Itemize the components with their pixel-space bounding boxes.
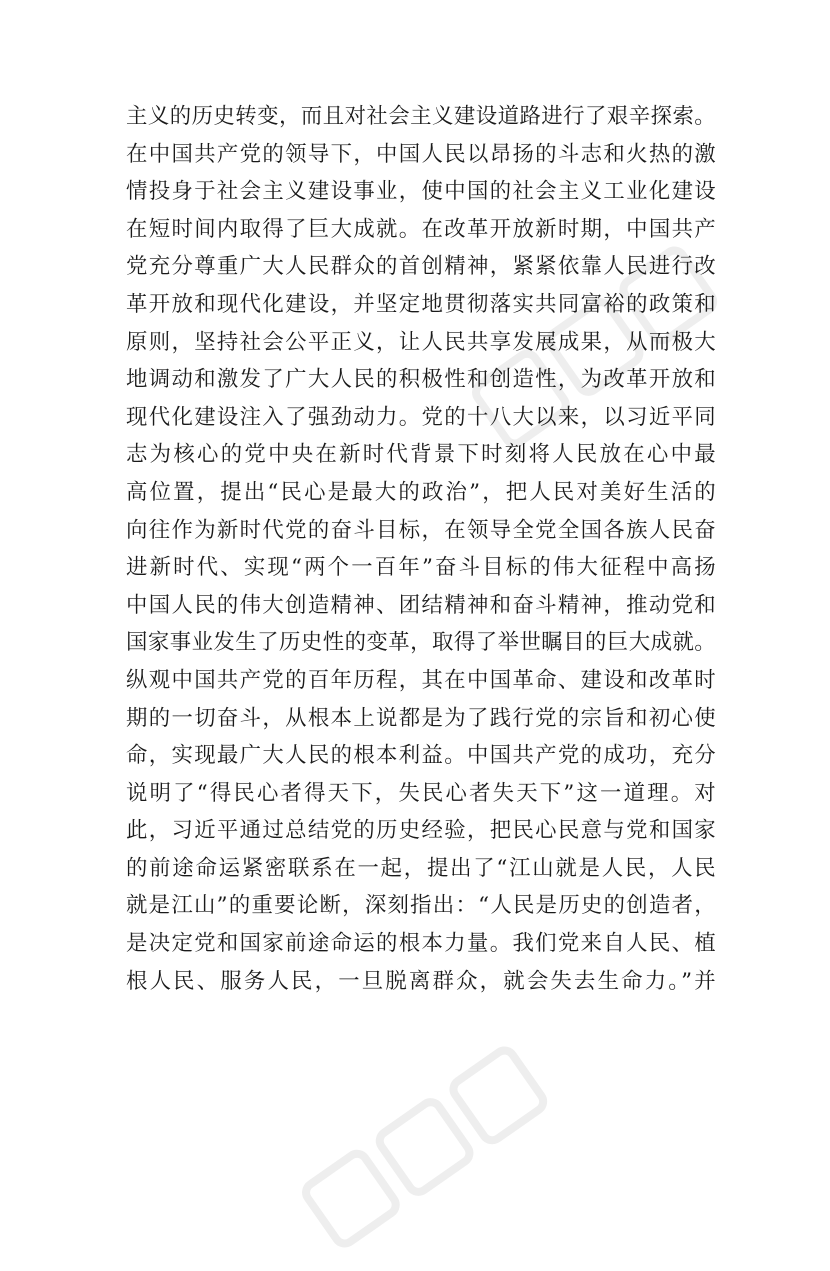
text-line: 就是江山”的重要论断，深刻指出：“人民是历史的创造者，	[126, 893, 716, 919]
text-line: 命，实现最广大人民的根本利益。中国共产党的成功，充分	[126, 743, 716, 769]
text-line: 向往作为新时代党的奋斗目标，在领导全党全国各族人民奋	[126, 517, 716, 543]
text-line: 主义的历史转变，而且对社会主义建设道路进行了艰辛探索。	[126, 104, 716, 129]
text-line: 现代化建设注入了强劲动力。党的十八大以来，以习近平同	[126, 404, 716, 430]
text-line: 的前途命运紧密联系在一起，提出了“江山就是人民，人民	[126, 855, 716, 881]
text-line: 党充分尊重广大人民群众的首创精神，紧紧依靠人民进行改	[126, 254, 716, 280]
text-line: 是决定党和国家前途命运的根本力量。我们党来自人民、植	[126, 931, 716, 957]
text-line: 高位置，提出“民心是最大的政治”，把人民对美好生活的	[126, 479, 716, 505]
text-line: 志为核心的党中央在新时代背景下时刻将人民放在心中最	[126, 442, 716, 468]
text-line: 此，习近平通过总结党的历史经验，把民心民意与党和国家	[126, 818, 716, 844]
text-line: 说明了“得民心者得天下，失民心者失天下”这一道理。对	[126, 780, 716, 806]
text-line: 革开放和现代化建设，并坚定地贯彻落实共同富裕的政策和	[126, 291, 716, 317]
text-line: 在短时间内取得了巨大成就。在改革开放新时期，中国共产	[126, 216, 716, 242]
text-line: 原则，坚持社会公平正义，让人民共享发展成果，从而极大	[126, 329, 716, 355]
text-line: 进新时代、实现“两个一百年”奋斗目标的伟大征程中高扬	[126, 555, 716, 581]
watermark-logo-bottom	[293, 1035, 567, 1271]
text-line: 地调动和激发了广大人民的积极性和创造性，为改革开放和	[126, 367, 716, 393]
body-text	[126, 98, 716, 1000]
text-line: 中国人民的伟大创造精神、团结精神和奋斗精神，推动党和	[126, 592, 716, 618]
text-line: 在中国共产党的领导下，中国人民以昂扬的斗志和火热的激	[126, 141, 716, 167]
text-line: 国家事业发生了历史性的变革，取得了举世瞩目的巨大成就。	[126, 630, 716, 656]
watermark-graphic-bottom	[293, 1035, 558, 1258]
text-line: 纵观中国共产党的百年历程，其在中国革命、建设和改革时	[126, 667, 716, 693]
text-line: 情投身于社会主义建设事业，使中国的社会主义工业化建设	[126, 179, 716, 205]
text-line: 根人民、服务人民，一旦脱离群众，就会失去生命力。”并	[126, 968, 716, 994]
text-line: 期的一切奋斗，从根本上说都是为了践行党的宗旨和初心使	[126, 705, 716, 731]
